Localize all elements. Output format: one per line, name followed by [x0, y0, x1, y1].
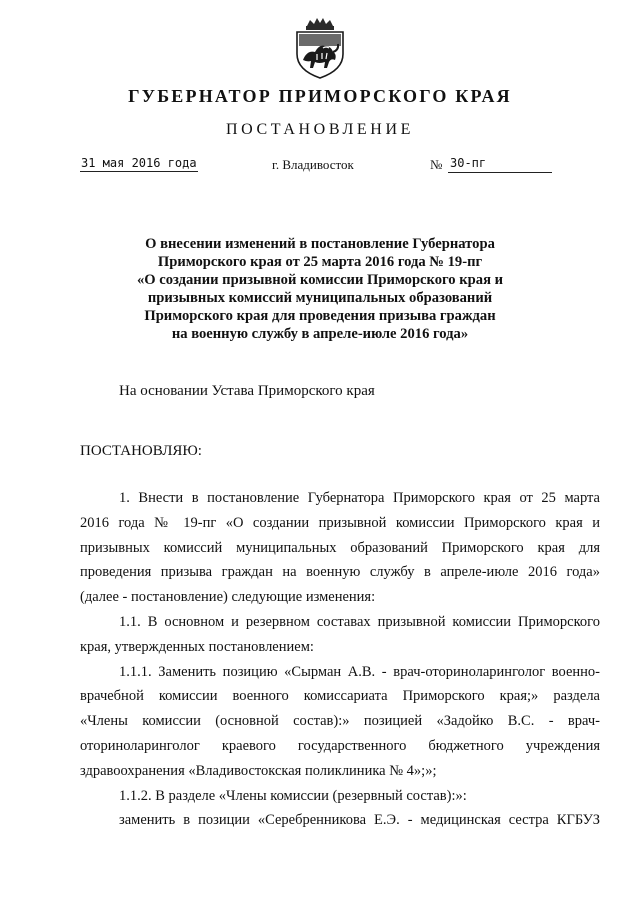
document-heading: [80, 236, 560, 343]
heading-line: «О создании призывной комиссии Приморского края и: [136, 271, 504, 288]
document-meta: [0, 156, 640, 178]
body-line: 1.1.2. В разделе «Члены комиссии (резервный состав):»:: [119, 787, 467, 804]
body-line: (далее - постановление) следующие изменения:: [80, 589, 376, 606]
heading-line: на военную службу в апреле-июле 2016 года»: [171, 325, 469, 342]
body-line: здравоохранения «Владивостокская поликлиника № 4»;»;: [80, 762, 437, 779]
document-number-sign: №: [430, 157, 443, 172]
resolve-label: ПОСТАНОВЛЯЮ:: [80, 443, 202, 459]
body-line: оториноларинголог краевого государственного бюджетного учреждения: [80, 737, 600, 754]
body-line: проведения призыва граждан на военную службу в апреле-июле 2016 года»: [80, 564, 600, 581]
body-line: 1. Внести в постановление Губернатора Приморского края от 25 марта: [119, 490, 600, 506]
body-line: 1.1. В основном и резервном составах призывной комиссии Приморского: [119, 613, 600, 630]
document-title: ГУБЕРНАТОР ПРИМОРСКОГО КРАЯ: [128, 86, 512, 106]
heading-line: О внесении изменений в постановление Губернатора: [145, 236, 495, 252]
document-date: 31 мая 2016 года: [81, 156, 197, 170]
document-number: 30-пг: [450, 156, 487, 170]
document-type: ПОСТАНОВЛЕНИЕ: [226, 121, 414, 138]
coat-of-arms-icon: [293, 16, 347, 80]
body-line: края, утвержденных постановлением:: [80, 638, 314, 655]
body-line: «Члены комиссии (основной состав):» позицией «Задойко В.С. - врач-: [80, 713, 600, 730]
body-line: заменить в позиции «Серебренникова Е.Э. - медицинская сестра КГБУЗ: [119, 812, 600, 829]
body-line: призывных комиссий муниципальных образований Приморского края для: [80, 539, 600, 556]
document-city: г. Владивосток: [272, 157, 354, 172]
heading-line: Приморского края для проведения призыва граждан: [144, 307, 496, 324]
body-line: врачебной комиссии военного комиссариата Приморского края;» раздела: [80, 688, 600, 705]
heading-line: Приморского края от 25 марта 2016 года № 19-пг: [157, 253, 483, 270]
document-body: [80, 486, 600, 833]
heading-line: призывных комиссий муниципальных образований: [147, 289, 493, 306]
body-line: 2016 года № 19-пг «О создании призывной комиссии Приморского края и: [80, 514, 600, 531]
basis-paragraph: На основании Устава Приморского края: [119, 383, 375, 399]
body-line: 1.1.1. Заменить позицию «Сырман А.В. - врач-оториноларинголог военно-: [119, 663, 600, 680]
